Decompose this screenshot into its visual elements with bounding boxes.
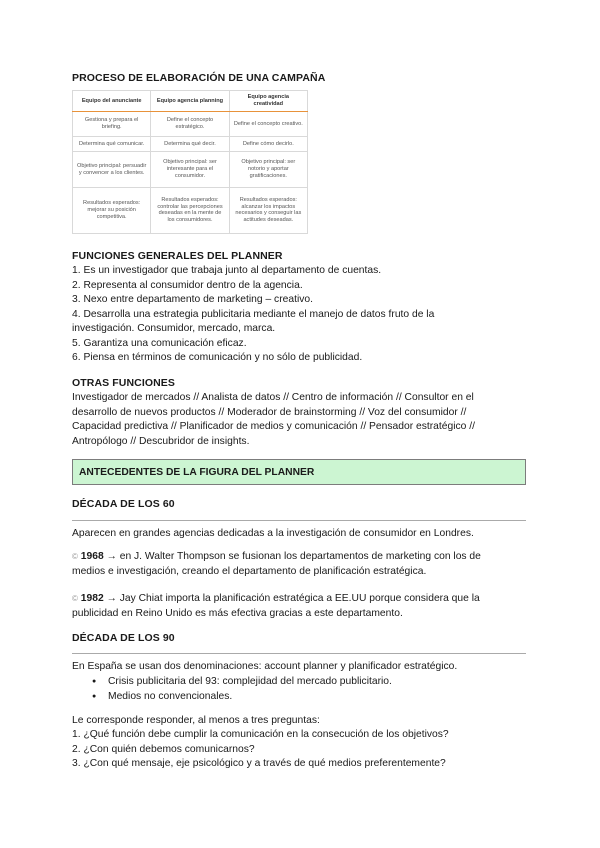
table-cell: Objetivo principal: ser notorio y aportar gratificaciones.	[229, 152, 307, 188]
list-item: 3. Nexo entre departamento de marketing – creativo.	[72, 294, 313, 305]
decada-90-intro: En España se usan dos denominaciones: account planner y planificador estratégico.	[72, 661, 458, 672]
list-item: 1. ¿Qué función debe cumplir la comunicación en la consecución de los objetivos?	[72, 729, 449, 740]
table-row	[73, 187, 308, 233]
section-heading-decada-90: DÉCADA DE LOS 90	[72, 632, 175, 644]
table-cell: Define el concepto creativo.	[229, 112, 307, 137]
table-row	[73, 112, 308, 137]
table-row	[73, 137, 308, 152]
timeline-mark-icon: ©	[72, 594, 78, 603]
table-row	[73, 152, 308, 188]
table-cell: Objetivo principal: ser interesante para el consumidor.	[151, 152, 229, 188]
table-cell: Objetivo principal: persuadir y convencer a los clientes.	[73, 152, 151, 188]
list-item: 1. Es un investigador que trabaja junto al departamento de cuentas.	[72, 265, 382, 276]
decada-90-bullets	[92, 675, 392, 704]
campaign-process-table	[72, 90, 308, 234]
table-cell: Determina qué comunicar.	[73, 137, 151, 152]
section-heading-decada-60: DÉCADA DE LOS 60	[72, 498, 175, 510]
list-item: 4. Desarrolla una estrategia publicitaria mediante el manejo de datos fruto de la	[72, 308, 435, 320]
year-1968: 1968	[80, 551, 104, 562]
list-item: 3. ¿Con qué mensaje, eje psicológico y a través de qué medios preferentemente?	[72, 758, 446, 769]
year-1982: 1982	[80, 593, 104, 604]
table-header: Equipo del anunciante	[73, 91, 151, 112]
section-heading-funciones: FUNCIONES GENERALES DEL PLANNER	[72, 250, 283, 262]
section-heading-otras: OTRAS FUNCIONES	[72, 377, 176, 389]
text-line: desarrollo de nuevos productos // Moderador de brainstorming // Voz del consumidor //	[72, 406, 467, 418]
text-line: Antropólogo // Descubridor de insights.	[72, 435, 250, 447]
preguntas-list	[72, 728, 532, 772]
text-1968-b: medios e investigación, creando el departamento de planificación estratégica.	[72, 565, 427, 577]
decada-60-1968	[72, 550, 532, 579]
decada-60-1982	[72, 592, 532, 621]
table-header: Equipo agencia planning	[151, 91, 229, 112]
text-1982-b: publicidad en Reino Unido es más efectiva gracias a este departamento.	[72, 607, 403, 619]
table-cell: Determina qué decir.	[151, 137, 229, 152]
antecedentes-heading: ANTECEDENTES DE LA FIGURA DEL PLANNER	[79, 467, 315, 478]
divider	[72, 653, 526, 654]
table-cell: Resultados esperados: mejorar su posición competitiva.	[73, 187, 151, 233]
otras-funciones-text	[72, 391, 532, 449]
table-cell: Define el concepto estratégico.	[151, 112, 229, 137]
list-item: investigación. Consumidor, mercado, marca.	[72, 323, 276, 334]
text-1982-a: → Jay Chiat importa la planificación estratégica a EE.UU porque considera que la	[103, 593, 480, 604]
list-item: 5. Garantiza una comunicación eficaz.	[72, 337, 247, 349]
text-line: Investigador de mercados // Analista de datos // Centro de información // Consultor en el	[72, 392, 474, 403]
table-cell: Resultados esperados: alcanzar los impactos necesarios y conseguir las actitudes deseadas.	[229, 187, 307, 233]
page-title: PROCESO DE ELABORACIÓN DE UNA CAMPAÑA	[72, 72, 326, 84]
table-cell: Resultados esperados: controlar las percepciones deseadas en la mente de los consumidores.	[151, 187, 229, 233]
bullet-item: ● Crisis publicitaria del 93: complejidad del mercado publicitario.	[92, 675, 392, 690]
table-header: Equipo agencia creatividad	[229, 91, 307, 112]
funciones-list	[72, 264, 532, 366]
text-line: Capacidad predictiva // Planificador de medios y comunicación // Pensador estratégico //	[72, 421, 475, 432]
bullet-item: ● Medios no convencionales.	[92, 690, 392, 705]
preguntas-intro: Le corresponde responder, al menos a tres preguntas:	[72, 715, 320, 726]
list-item: 2. ¿Con quién debemos comunicarnos?	[72, 743, 255, 755]
antecedentes-box	[72, 459, 526, 485]
decada-60-intro: Aparecen en grandes agencias dedicadas a la investigación de consumidor en Londres.	[72, 528, 474, 539]
table-cell: Define cómo decirlo.	[229, 137, 307, 152]
list-item: 6. Piensa en términos de comunicación y no sólo de publicidad.	[72, 352, 363, 363]
text-1968-a: → en J. Walter Thompson se fusionan los departamentos de marketing con los de	[103, 551, 481, 562]
timeline-mark-icon: ©	[72, 552, 78, 561]
list-item: 2. Representa al consumidor dentro de la agencia.	[72, 279, 303, 291]
table-header-row	[73, 91, 308, 112]
divider	[72, 520, 526, 521]
table-cell: Gestiona y prepara el briefing.	[73, 112, 151, 137]
